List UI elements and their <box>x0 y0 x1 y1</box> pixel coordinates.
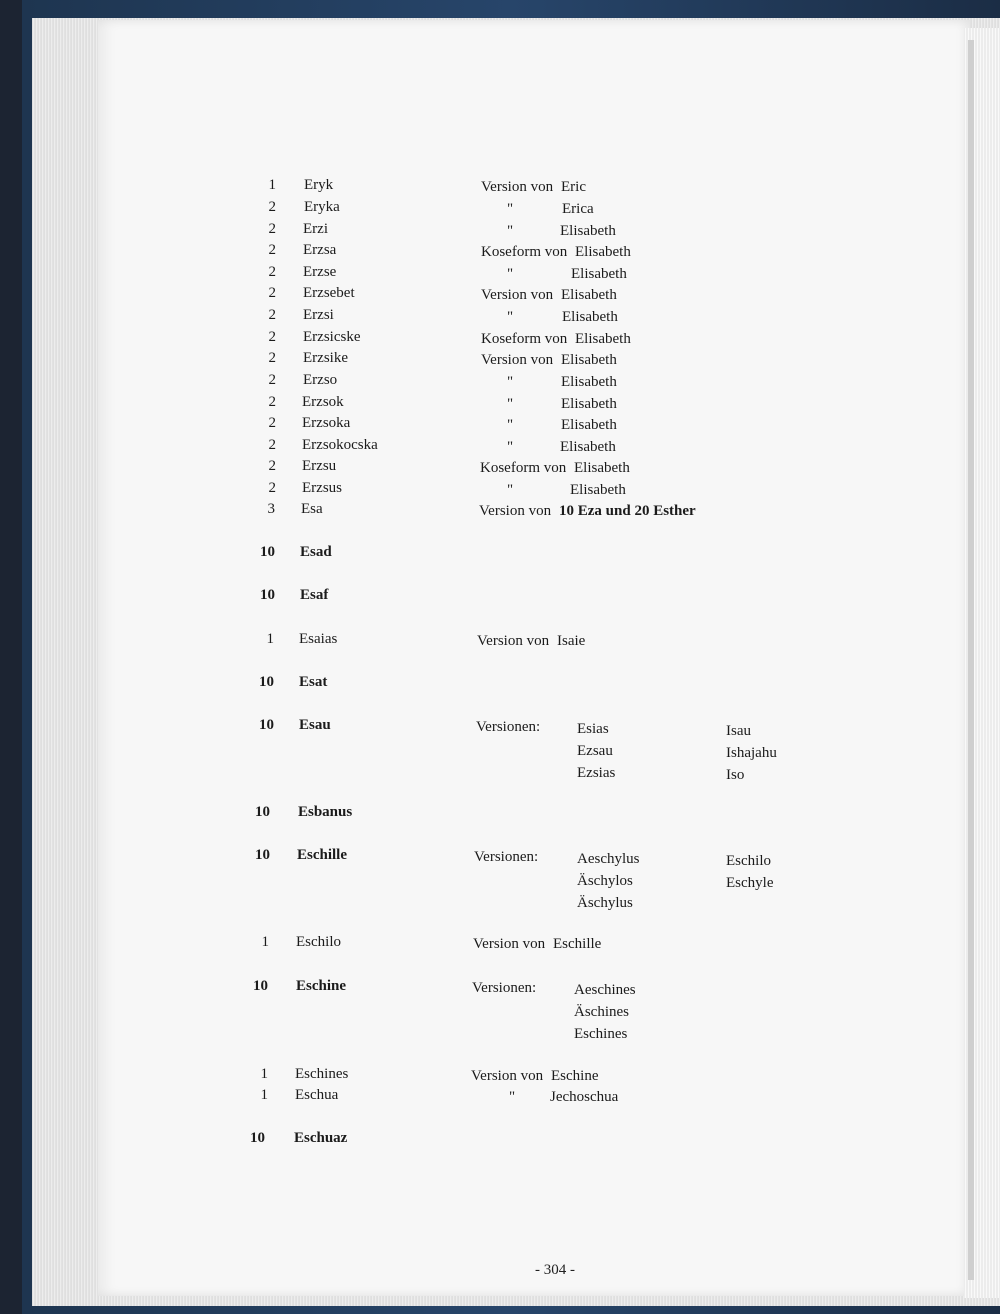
version-name: Eschines <box>574 1026 628 1042</box>
entry-reference: Elisabeth <box>575 244 631 260</box>
entry-count: 2 <box>268 329 276 345</box>
entry-count: 2 <box>268 372 276 388</box>
entry-count: 10 <box>253 978 268 994</box>
entry-reference: Elisabeth <box>561 287 617 303</box>
entry-name: Erzsicske <box>303 329 361 345</box>
entry-name: Erzse <box>303 264 337 280</box>
version-name: Ezsias <box>577 765 616 781</box>
entry-count: 10 <box>255 847 270 863</box>
entry-reference: Eschine <box>551 1068 599 1084</box>
entry-name: Erzso <box>303 372 338 388</box>
entry-relation: Version von <box>479 503 552 519</box>
ditto-mark: " <box>507 396 514 412</box>
version-name: Äschylos <box>577 873 633 889</box>
entry-relation: Koseform von <box>480 460 567 476</box>
entry-name: Esbanus <box>298 804 353 820</box>
entry-name: Eschuaz <box>294 1130 348 1146</box>
version-name: Aeschines <box>574 982 636 998</box>
entry-count: 2 <box>268 437 276 453</box>
entry-name: Erzsu <box>302 458 337 474</box>
version-name: Isau <box>726 723 751 739</box>
entry-count: 1 <box>260 1087 268 1103</box>
page-fold <box>968 40 974 1280</box>
version-name: Äschines <box>574 1004 629 1020</box>
entry-count: 1 <box>260 1066 268 1082</box>
entry-count: 2 <box>268 394 276 410</box>
entry-reference: Elisabeth <box>575 331 631 347</box>
entry-name: Eschille <box>297 847 348 863</box>
entry-name: Eryka <box>304 199 340 215</box>
version-name: Eschilo <box>726 853 771 869</box>
entry-reference: Eric <box>561 179 586 195</box>
entry-count: 2 <box>268 285 276 301</box>
version-name: Esias <box>577 721 609 737</box>
entry-name: Esat <box>299 674 328 690</box>
entry-reference: Elisabeth <box>562 309 618 325</box>
entry-reference: Elisabeth <box>561 417 617 433</box>
entry-count: 2 <box>268 199 276 215</box>
entry-name: Esaias <box>299 631 338 647</box>
ditto-mark: " <box>507 439 514 455</box>
ditto-mark: " <box>507 201 514 217</box>
page-number: - 304 - <box>535 1262 575 1278</box>
entry-count: 2 <box>268 307 276 323</box>
entry-reference: Elisabeth <box>560 439 616 455</box>
entry-name: Erzsa <box>303 242 337 258</box>
entry-reference: Jechoschua <box>550 1089 619 1105</box>
entry-reference: Elisabeth <box>571 266 627 282</box>
entry-reference: Elisabeth <box>574 460 630 476</box>
entry-name: Erzsi <box>303 307 334 323</box>
ditto-mark: " <box>509 1089 516 1105</box>
entry-reference: Isaie <box>557 633 586 649</box>
entry-count: 10 <box>255 804 270 820</box>
entry-count: 10 <box>260 587 275 603</box>
entry-count: 1 <box>261 934 269 950</box>
ditto-mark: " <box>507 417 514 433</box>
entry-count: 2 <box>268 458 276 474</box>
entry-relation: Version von <box>477 633 550 649</box>
entry-relation: Versionen: <box>476 719 541 735</box>
version-name: Iso <box>726 767 745 783</box>
entry-count: 10 <box>259 717 274 733</box>
entry-name: Erzsok <box>302 394 344 410</box>
entry-count: 3 <box>267 501 275 517</box>
entry-relation: Version von <box>481 179 554 195</box>
entry-reference: Erica <box>562 201 594 217</box>
entry-reference: Elisabeth <box>570 482 626 498</box>
entry-reference: Eschille <box>553 936 602 952</box>
entry-name: Esaf <box>300 587 329 603</box>
entry-name: Eschines <box>295 1066 349 1082</box>
entry-count: 2 <box>268 221 276 237</box>
entry-name: Eschilo <box>296 934 341 950</box>
entry-reference: Elisabeth <box>561 396 617 412</box>
entry-reference: Elisabeth <box>561 352 617 368</box>
entry-count: 1 <box>268 177 276 193</box>
entry-relation: Version von <box>471 1068 544 1084</box>
entry-count: 2 <box>268 480 276 496</box>
entry-name: Esad <box>300 544 332 560</box>
book-page <box>98 20 970 1296</box>
entry-count: 2 <box>268 350 276 366</box>
entry-count: 2 <box>268 242 276 258</box>
entry-relation: Version von <box>473 936 546 952</box>
version-name: Aeschylus <box>577 851 640 867</box>
entry-name: Erzsike <box>303 350 348 366</box>
entry-reference: Elisabeth <box>561 374 617 390</box>
entry-name: Erzsebet <box>303 285 355 301</box>
version-name: Äschylus <box>577 895 633 911</box>
entry-name: Erzsoka <box>302 415 351 431</box>
entry-reference: Elisabeth <box>560 223 616 239</box>
entry-count: 2 <box>268 264 276 280</box>
entry-relation: Koseform von <box>481 244 568 260</box>
ditto-mark: " <box>507 223 514 239</box>
entry-relation: Version von <box>481 352 554 368</box>
entry-name: Eryk <box>304 177 334 193</box>
entry-count: 2 <box>268 415 276 431</box>
entry-name: Eschua <box>295 1087 339 1103</box>
version-name: Eschyle <box>726 875 774 891</box>
entry-name: Eschine <box>296 978 347 994</box>
ditto-mark: " <box>507 309 514 325</box>
version-name: Ezsau <box>577 743 613 759</box>
entry-count: 10 <box>250 1130 265 1146</box>
entry-relation: Versionen: <box>472 980 537 996</box>
entry-relation: Version von <box>481 287 554 303</box>
entry-count: 10 <box>260 544 275 560</box>
entry-relation: Koseform von <box>481 331 568 347</box>
entry-count: 1 <box>266 631 274 647</box>
entry-count: 10 <box>259 674 274 690</box>
ditto-mark: " <box>507 266 514 282</box>
version-name: Ishajahu <box>726 745 777 761</box>
entry-name: Erzsokocska <box>302 437 378 453</box>
entry-name: Esa <box>301 501 323 517</box>
entry-name: Erzsus <box>302 480 342 496</box>
entry-relation: Versionen: <box>474 849 539 865</box>
entry-name: Erzi <box>303 221 328 237</box>
entry-reference: 10 Eza und 20 Esther <box>559 503 696 519</box>
ditto-mark: " <box>507 374 514 390</box>
entry-name: Esau <box>299 717 331 733</box>
ditto-mark: " <box>507 482 514 498</box>
